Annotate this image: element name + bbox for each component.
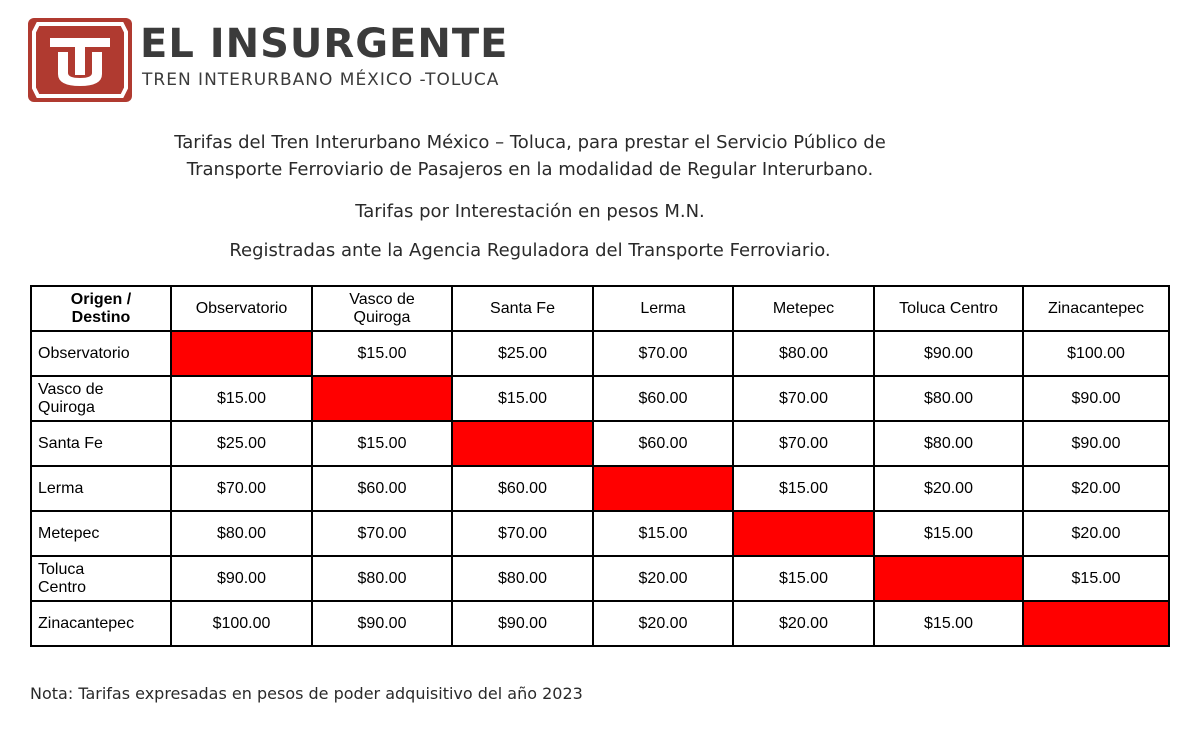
fare-cell: $90.00	[171, 556, 312, 601]
origin-station	[31, 556, 171, 601]
table-row	[31, 601, 1169, 646]
same-station-cell	[593, 466, 733, 511]
fare-cell: $25.00	[171, 421, 312, 466]
fare-cell: $60.00	[312, 466, 452, 511]
document-heading	[0, 129, 1060, 183]
fare-cell: $15.00	[874, 601, 1023, 646]
column-header	[171, 286, 312, 331]
fare-cell: $20.00	[874, 466, 1023, 511]
column-header	[733, 286, 874, 331]
column-header-line: Vasco de	[349, 290, 415, 308]
fare-cell: $15.00	[733, 556, 874, 601]
fare-cell: $15.00	[171, 376, 312, 421]
fare-cell: $60.00	[452, 466, 593, 511]
table-row	[31, 556, 1169, 601]
brand-subtitle: TREN INTERURBANO MÉXICO -TOLUCA	[142, 70, 500, 90]
fare-cell: $90.00	[874, 331, 1023, 376]
column-header	[593, 286, 733, 331]
fare-cell: $80.00	[171, 511, 312, 556]
fare-cell: $15.00	[593, 511, 733, 556]
column-header-line: Quiroga	[353, 308, 411, 326]
heading-line-2: Transporte Ferroviario de Pasajeros en la modalidad de Regular Interurbano.	[186, 159, 874, 180]
fare-cell: $80.00	[312, 556, 452, 601]
table-row	[31, 421, 1169, 466]
same-station-cell	[874, 556, 1023, 601]
fare-cell: $20.00	[593, 556, 733, 601]
fare-cell: $15.00	[1023, 556, 1169, 601]
fare-cell: $25.00	[452, 331, 593, 376]
fare-cell: $60.00	[593, 421, 733, 466]
origin-station-line: Zinacantepec	[38, 614, 135, 632]
fare-cell: $70.00	[171, 466, 312, 511]
heading-line-4: Registradas ante la Agencia Reguladora del Transporte Ferroviario.	[229, 240, 831, 261]
same-station-cell	[733, 511, 874, 556]
fare-cell: $20.00	[1023, 466, 1169, 511]
origin-station	[31, 421, 171, 466]
same-station-cell	[312, 376, 452, 421]
fare-table-body	[31, 331, 1169, 646]
column-header-line: Observatorio	[195, 299, 288, 317]
fare-cell: $80.00	[874, 376, 1023, 421]
fare-cell: $20.00	[593, 601, 733, 646]
fare-cell: $90.00	[312, 601, 452, 646]
fare-cell: $80.00	[733, 331, 874, 376]
table-row	[31, 466, 1169, 511]
column-header	[1023, 286, 1169, 331]
corner-label-line-2: Destino	[71, 308, 131, 326]
origin-station-line: Lerma	[38, 479, 84, 497]
fare-cell: $80.00	[452, 556, 593, 601]
table-row	[31, 331, 1169, 376]
table-row	[31, 511, 1169, 556]
origin-station-line: Santa Fe	[38, 434, 103, 452]
fare-cell: $15.00	[733, 466, 874, 511]
origin-station	[31, 331, 171, 376]
fare-cell: $80.00	[874, 421, 1023, 466]
fare-cell: $70.00	[452, 511, 593, 556]
column-header	[452, 286, 593, 331]
el-insurgente-logo-icon	[28, 18, 132, 102]
fare-cell: $90.00	[452, 601, 593, 646]
fare-cell: $70.00	[733, 421, 874, 466]
fare-cell: $60.00	[593, 376, 733, 421]
fare-cell: $70.00	[593, 331, 733, 376]
fare-cell: $15.00	[874, 511, 1023, 556]
origin-station	[31, 466, 171, 511]
column-header-line: Lerma	[640, 299, 686, 317]
footnote: Nota: Tarifas expresadas en pesos de poder adquisitivo del año 2023	[30, 684, 583, 703]
origin-station	[31, 601, 171, 646]
table-row	[31, 376, 1169, 421]
origin-destination-header	[31, 286, 171, 331]
same-station-cell	[171, 331, 312, 376]
fare-cell: $100.00	[171, 601, 312, 646]
brand-name: EL INSURGENTE	[140, 21, 509, 67]
column-header	[312, 286, 452, 331]
column-header-line: Zinacantepec	[1047, 299, 1145, 317]
fare-table-header-row	[31, 286, 1169, 331]
origin-station-line: Toluca	[38, 560, 85, 578]
fare-table	[30, 285, 1170, 647]
fare-cell: $15.00	[452, 376, 593, 421]
fare-cell: $90.00	[1023, 421, 1169, 466]
origin-station-line: Metepec	[38, 524, 100, 542]
origin-station-line: Observatorio	[38, 344, 130, 362]
column-header-line: Metepec	[772, 299, 835, 317]
same-station-cell	[452, 421, 593, 466]
origin-station-line: Quiroga	[38, 398, 95, 416]
column-header-line: Toluca Centro	[899, 299, 998, 317]
origin-station-line: Centro	[38, 578, 87, 596]
corner-label-line-1: Origen /	[70, 290, 132, 308]
origin-station-line: Vasco de	[38, 380, 104, 398]
fare-cell: $100.00	[1023, 331, 1169, 376]
column-header-line: Santa Fe	[490, 299, 555, 317]
fare-cell: $20.00	[733, 601, 874, 646]
fare-cell: $90.00	[1023, 376, 1169, 421]
heading-line-1: Tarifas del Tren Interurbano México – Toluca, para prestar el Servicio Público de	[174, 132, 886, 153]
same-station-cell	[1023, 601, 1169, 646]
fare-cell: $15.00	[312, 421, 452, 466]
fare-cell: $70.00	[312, 511, 452, 556]
heading-line-3: Tarifas por Interestación en pesos M.N.	[355, 201, 705, 222]
column-header	[874, 286, 1023, 331]
fare-cell: $70.00	[733, 376, 874, 421]
fare-cell: $15.00	[312, 331, 452, 376]
origin-station	[31, 511, 171, 556]
fare-cell: $20.00	[1023, 511, 1169, 556]
origin-station	[31, 376, 171, 421]
